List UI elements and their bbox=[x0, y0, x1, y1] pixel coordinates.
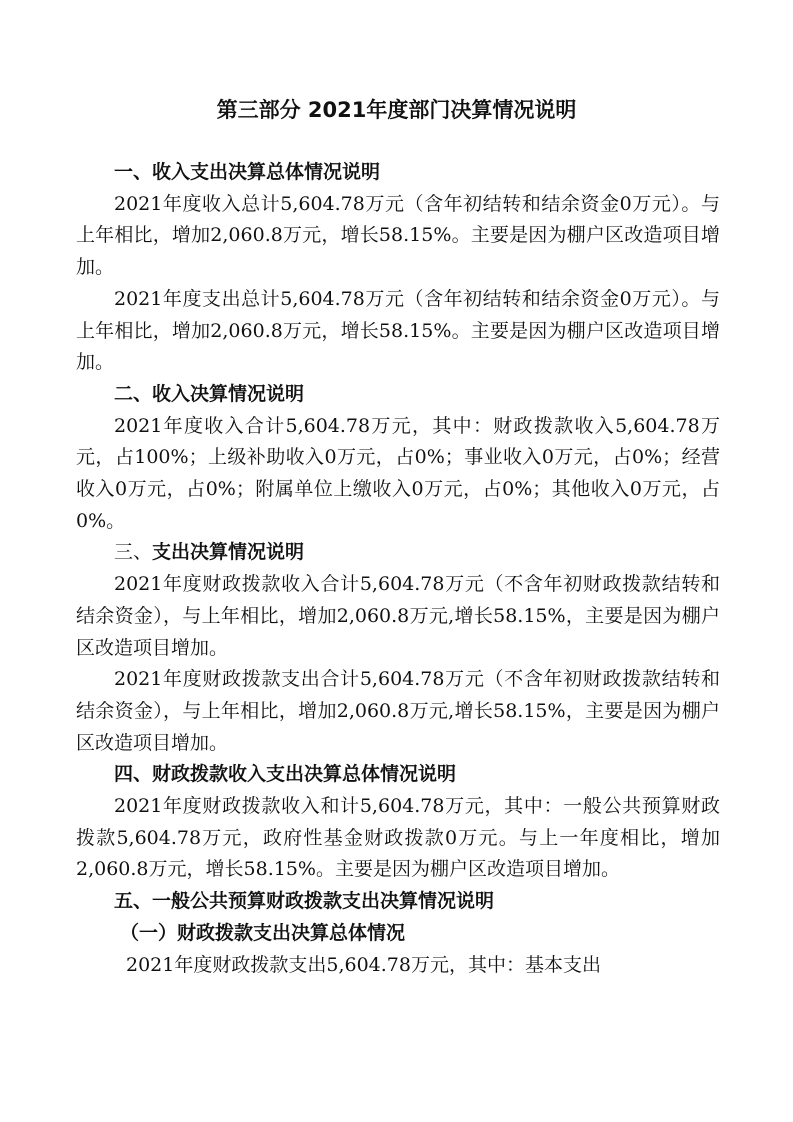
paragraph-fiscal-expense: 2021年度财政拨款支出合计5,604.78万元（不含年初财政拨款结转和结余资金），与上年相比，增加2,060.8万元,增长58.15%，主要是因为棚户区改造项目增加。 bbox=[76, 668, 720, 754]
paragraph-income-total: 2021年度收入总计5,604.78万元（含年初结转和结余资金0万元）。与上年相比，增加2,060.8万元，增长58.15%。主要是因为棚户区改造项目增加。 bbox=[76, 192, 720, 279]
paragraph-fiscal-expense-detail: 2021年度财政拨款支出5,604.78万元，其中：基本支出 bbox=[126, 953, 601, 976]
paragraph-fiscal-income: 2021年度财政拨款收入合计5,604.78万元（不含年初财政拨款结转和结余资金），与上年相比，增加2,060.8万元,增长58.15%，主要是因为棚户区改造项目增加。 bbox=[76, 573, 720, 659]
document-body bbox=[76, 157, 720, 981]
paragraph-fiscal-overall: 2021年度财政拨款收入和计5,604.78万元，其中：一般公共预算财政拨款5,604.78万元，政府性基金财政拨款0万元。与上一年度相比，增加2,060.8万元，增长58.15%。主要是因为棚户区改造项目增加。 bbox=[76, 795, 720, 881]
section-heading-4: 四、财政拨款收入支出决算总体情况说明 bbox=[114, 763, 457, 786]
section-heading-2: 二、收入决算情况说明 bbox=[114, 382, 305, 405]
section-heading-1: 一、收入支出决算总体情况说明 bbox=[114, 161, 381, 183]
subsection-heading-5-1: （一）财政拨款支出决算总体情况 bbox=[120, 921, 406, 944]
paragraph-expense-total: 2021年度支出总计5,604.78万元（含年初结转和结余资金0万元）。与上年相比，增加2,060.8万元，增长58.15%。主要是因为棚户区改造项目增加。 bbox=[76, 287, 720, 374]
section-heading-3-text: 支出决算情况说明 bbox=[152, 541, 305, 564]
section-heading-3-number: 三、 bbox=[114, 541, 153, 564]
section-heading-3 bbox=[76, 537, 720, 569]
paragraph-income-breakdown: 2021年度收入合计5,604.78万元，其中：财政拨款收入5,604.78万元，占100%；上级补助收入0万元，占0%；事业收入0万元，占0%；经营收入0万元，占0%；附属单位上缴收入0万元，占0%；其他收入0万元，占0%。 bbox=[76, 414, 720, 532]
section-heading-5: 五、一般公共预算财政拨款支出决算情况说明 bbox=[114, 890, 495, 913]
page-title: 第三部分 2021年度部门决算情况说明 bbox=[216, 98, 577, 122]
